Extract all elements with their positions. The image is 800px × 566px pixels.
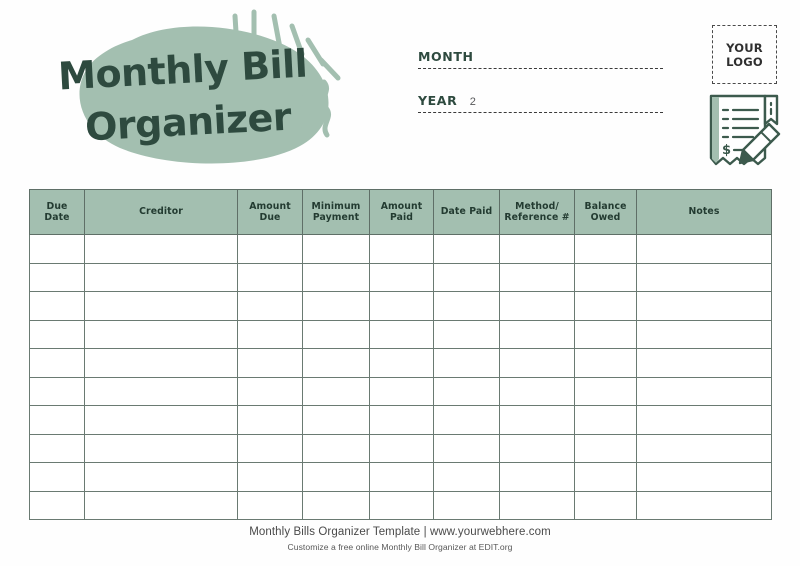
table-cell[interactable]: [500, 263, 575, 292]
header-text-line1: Amount: [249, 200, 291, 212]
table-cell[interactable]: [30, 434, 85, 463]
table-cell[interactable]: [303, 235, 370, 264]
document-footer: [0, 526, 800, 552]
table-cell[interactable]: [30, 463, 85, 492]
table-cell[interactable]: [303, 491, 370, 520]
table-cell[interactable]: [500, 235, 575, 264]
month-input-line[interactable]: [418, 68, 663, 69]
table-cell[interactable]: [575, 320, 637, 349]
table-cell[interactable]: [637, 349, 772, 378]
table-cell[interactable]: [85, 406, 238, 435]
table-cell[interactable]: [238, 463, 303, 492]
title-line-2: Organizer: [83, 94, 293, 150]
table-cell[interactable]: [85, 320, 238, 349]
year-input-line[interactable]: [418, 112, 663, 113]
table-cell[interactable]: [238, 292, 303, 321]
header-fields: [418, 48, 668, 136]
table-cell[interactable]: [370, 263, 434, 292]
table-cell[interactable]: [500, 463, 575, 492]
header-text-line2: Date: [44, 212, 70, 223]
title-line-1: Monthly Bill: [57, 41, 309, 99]
table-cell[interactable]: [434, 377, 500, 406]
table-cell[interactable]: [637, 263, 772, 292]
svg-text:$: $: [722, 143, 732, 158]
table-cell[interactable]: [30, 377, 85, 406]
table-cell[interactable]: [370, 377, 434, 406]
table-cell[interactable]: [303, 377, 370, 406]
table-cell[interactable]: [303, 320, 370, 349]
table-body: [30, 235, 772, 520]
table-cell[interactable]: [500, 434, 575, 463]
table-cell[interactable]: [434, 320, 500, 349]
header-text-line1: Method/: [515, 200, 559, 212]
column-header-method-reference[interactable]: [500, 190, 575, 235]
table-cell[interactable]: [303, 463, 370, 492]
table-cell[interactable]: [30, 491, 85, 520]
table-cell[interactable]: [637, 434, 772, 463]
column-header-due-date[interactable]: [30, 190, 85, 235]
table-row: [30, 292, 772, 321]
month-field-row[interactable]: [418, 48, 668, 92]
table-cell[interactable]: [637, 320, 772, 349]
table-cell[interactable]: [30, 320, 85, 349]
table-cell[interactable]: [575, 263, 637, 292]
table-cell[interactable]: [238, 263, 303, 292]
table-cell[interactable]: [500, 377, 575, 406]
header-text-line2: Owed: [590, 212, 621, 223]
table-cell[interactable]: [30, 263, 85, 292]
table-cell[interactable]: [370, 491, 434, 520]
table-cell[interactable]: [85, 263, 238, 292]
header-text-line2: Paid: [389, 212, 414, 223]
table-cell[interactable]: [500, 406, 575, 435]
column-header-amount-due[interactable]: [238, 190, 303, 235]
table-row: [30, 263, 772, 292]
table-row: [30, 235, 772, 264]
logo-placeholder[interactable]: [712, 25, 777, 84]
table-cell[interactable]: [434, 434, 500, 463]
table-cell[interactable]: [575, 235, 637, 264]
table-cell[interactable]: [637, 377, 772, 406]
table-cell[interactable]: [238, 320, 303, 349]
table-cell[interactable]: [85, 491, 238, 520]
table-head: [30, 190, 772, 235]
table-cell[interactable]: [500, 349, 575, 378]
year-value[interactable]: 2: [469, 96, 476, 108]
table-cell[interactable]: [370, 349, 434, 378]
table-row: [30, 491, 772, 520]
document-header: [0, 0, 800, 189]
table-cell[interactable]: [637, 463, 772, 492]
table-cell[interactable]: [370, 463, 434, 492]
table-row: [30, 434, 772, 463]
table-cell[interactable]: [575, 292, 637, 321]
table-cell[interactable]: [30, 406, 85, 435]
column-header-balance-owed[interactable]: [575, 190, 637, 235]
table-cell[interactable]: [500, 292, 575, 321]
footer-main-text: Monthly Bills Organizer Template | www.yourwebhere.com: [249, 526, 551, 538]
table-cell[interactable]: [303, 406, 370, 435]
table-cell[interactable]: [303, 263, 370, 292]
header-text-line1: Minimum: [311, 200, 361, 212]
table-cell[interactable]: [500, 491, 575, 520]
table-cell[interactable]: [303, 434, 370, 463]
header-text-line1: Creditor: [139, 206, 183, 218]
title-block: [28, 6, 388, 176]
header-text-line1: Notes: [688, 206, 720, 218]
table-cell[interactable]: [85, 434, 238, 463]
table-cell[interactable]: [434, 349, 500, 378]
table-cell[interactable]: [575, 349, 637, 378]
table-cell[interactable]: [575, 434, 637, 463]
table-cell[interactable]: [637, 491, 772, 520]
table-cell[interactable]: [85, 377, 238, 406]
table-cell[interactable]: [30, 292, 85, 321]
column-header-minimum-payment[interactable]: [303, 190, 370, 235]
table-row: [30, 320, 772, 349]
bill-table-container: [29, 189, 771, 519]
header-text-line2: Reference #: [504, 212, 570, 223]
table-cell[interactable]: [238, 406, 303, 435]
table-cell[interactable]: [434, 406, 500, 435]
table-cell[interactable]: [370, 406, 434, 435]
logo-line-1: YOUR: [726, 40, 763, 55]
column-header-notes[interactable]: [637, 190, 772, 235]
header-text-line1: Amount: [380, 200, 423, 212]
column-header-creditor[interactable]: [85, 190, 238, 235]
table-cell[interactable]: [370, 434, 434, 463]
table-cell[interactable]: [303, 292, 370, 321]
header-text-line1: Due: [46, 200, 68, 212]
table-cell[interactable]: [238, 491, 303, 520]
table-row: [30, 349, 772, 378]
table-cell[interactable]: [85, 349, 238, 378]
receipt-pencil-icon: [703, 88, 785, 176]
table-cell[interactable]: [575, 463, 637, 492]
header-text-line1: Balance: [584, 200, 627, 212]
bill-table: [29, 189, 772, 520]
table-cell[interactable]: [575, 491, 637, 520]
header-text-line2: Payment: [312, 212, 360, 223]
table-cell[interactable]: [434, 263, 500, 292]
table-cell[interactable]: [370, 292, 434, 321]
table-cell[interactable]: [85, 235, 238, 264]
column-header-amount-paid[interactable]: [370, 190, 434, 235]
table-cell[interactable]: [500, 320, 575, 349]
column-header-date-paid[interactable]: [434, 190, 500, 235]
table-cell[interactable]: [434, 292, 500, 321]
header-text-line1: Date Paid: [440, 206, 493, 218]
table-cell[interactable]: [434, 235, 500, 264]
month-label: MONTH: [418, 49, 474, 64]
table-cell[interactable]: [238, 434, 303, 463]
table-cell[interactable]: [238, 349, 303, 378]
table-cell[interactable]: [434, 491, 500, 520]
table-cell[interactable]: [85, 463, 238, 492]
table-cell[interactable]: [238, 235, 303, 264]
table-header-row: [30, 190, 772, 235]
table-row: [30, 406, 772, 435]
table-cell[interactable]: [85, 292, 238, 321]
year-label: YEAR: [418, 93, 458, 108]
year-field-row[interactable]: [418, 92, 668, 136]
table-cell[interactable]: [637, 235, 772, 264]
table-cell[interactable]: [575, 377, 637, 406]
squiggle-decoration: [290, 76, 350, 146]
table-cell[interactable]: [370, 320, 434, 349]
table-cell[interactable]: [575, 406, 637, 435]
footer-sub-text: Customize a free online Monthly Bill Organizer at EDIT.org: [287, 542, 513, 552]
header-text-line2: Due: [259, 212, 281, 223]
table-cell[interactable]: [637, 292, 772, 321]
logo-line-2: LOGO: [726, 54, 763, 69]
table-cell[interactable]: [303, 349, 370, 378]
table-cell[interactable]: [238, 377, 303, 406]
table-cell[interactable]: [637, 406, 772, 435]
table-cell[interactable]: [434, 463, 500, 492]
table-cell[interactable]: [30, 349, 85, 378]
table-cell[interactable]: [370, 235, 434, 264]
table-cell[interactable]: [30, 235, 85, 264]
table-row: [30, 463, 772, 492]
table-row: [30, 377, 772, 406]
